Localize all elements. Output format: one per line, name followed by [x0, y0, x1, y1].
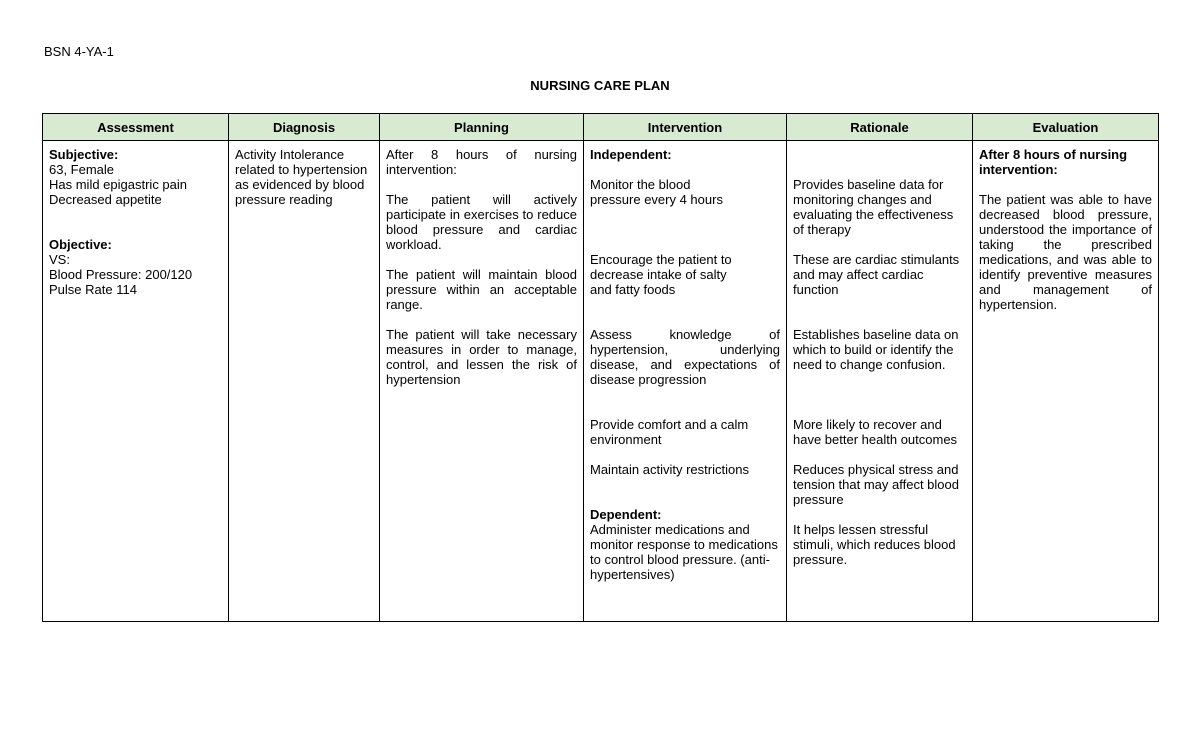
subjective-label: Subjective:: [49, 147, 119, 162]
objective-line: Blood Pressure: 200/120: [49, 267, 193, 282]
diagnosis-line: related to hypertension: [235, 162, 368, 177]
diagnosis-line: as evidenced by blood: [235, 177, 365, 192]
subjective-line: 63, Female: [49, 162, 115, 177]
planning-intro: After 8 hours of nursing intervention:: [386, 147, 577, 177]
subjective-line: Decreased appetite: [49, 192, 162, 207]
header-rationale: Rationale: [787, 114, 973, 141]
planning-goal: The patient will actively participate in exercises to reduce blood pressure and cardiac workload.: [386, 192, 577, 252]
header-intervention: Intervention: [584, 114, 787, 141]
rationale-item: These are cardiac stimulants and may affect cardiac function: [793, 252, 960, 297]
header-diagnosis: Diagnosis: [229, 114, 380, 141]
rationale-item: It helps lessen stressful stimuli, which reduces blood pressure.: [793, 522, 956, 567]
dependent-item: Administer medications and monitor response to medications to control blood pressure. (anti-hypertensives): [590, 522, 778, 582]
page-identifier: BSN 4-YA-1: [44, 44, 114, 59]
intervention-item: Monitor the blood pressure every 4 hours: [590, 177, 723, 207]
intervention-item: Encourage the patient to decrease intake of salty and fatty foods: [590, 252, 732, 297]
planning-cell: [380, 141, 584, 622]
header-evaluation: Evaluation: [973, 114, 1159, 141]
header-planning: Planning: [380, 114, 584, 141]
planning-goal: The patient will take necessary measures in order to manage, control, and lessen the risk of hypertension: [386, 327, 577, 387]
rationale-cell: [787, 141, 973, 622]
subjective-line: Has mild epigastric pain: [49, 177, 188, 192]
objective-label: Objective:: [49, 237, 112, 252]
diagnosis-line: Activity Intolerance: [235, 147, 345, 162]
diagnosis-line: pressure reading: [235, 192, 333, 207]
assessment-cell: [43, 141, 229, 622]
rationale-item: Provides baseline data for monitoring changes and evaluating the effectiveness of therapy: [793, 177, 954, 237]
intervention-item: Provide comfort and a calm environment: [590, 417, 749, 447]
intervention-item: Maintain activity restrictions: [590, 462, 749, 477]
planning-goal: The patient will maintain blood pressure within an acceptable range.: [386, 267, 577, 312]
intervention-cell: [584, 141, 787, 622]
evaluation-text: The patient was able to have decreased blood pressure, understood the importance of taking the prescribed medications, and was able to identify preventive measures and management of hypertension.: [979, 192, 1152, 312]
objective-line: VS:: [49, 252, 70, 267]
objective-line: Pulse Rate 114: [49, 282, 137, 297]
header-row: [43, 114, 1159, 141]
header-assessment: Assessment: [43, 114, 229, 141]
evaluation-cell: [973, 141, 1159, 622]
care-plan-table: [42, 113, 1159, 622]
document-title: NURSING CARE PLAN: [530, 78, 670, 93]
care-plan-row: [43, 141, 1159, 622]
rationale-item: Establishes baseline data on which to build or identify the need to change confusion.: [793, 327, 959, 372]
rationale-item: Reduces physical stress and tension that may affect blood pressure: [793, 462, 959, 507]
intervention-item: Assess knowledge of hypertension, underlying disease, and expectations of disease progression: [590, 327, 780, 387]
diagnosis-cell: [229, 141, 380, 622]
independent-label: Independent:: [590, 147, 672, 162]
rationale-item: More likely to recover and have better health outcomes: [793, 417, 958, 447]
evaluation-heading: After 8 hours of nursing intervention:: [979, 147, 1128, 177]
dependent-label: Dependent:: [590, 507, 662, 522]
